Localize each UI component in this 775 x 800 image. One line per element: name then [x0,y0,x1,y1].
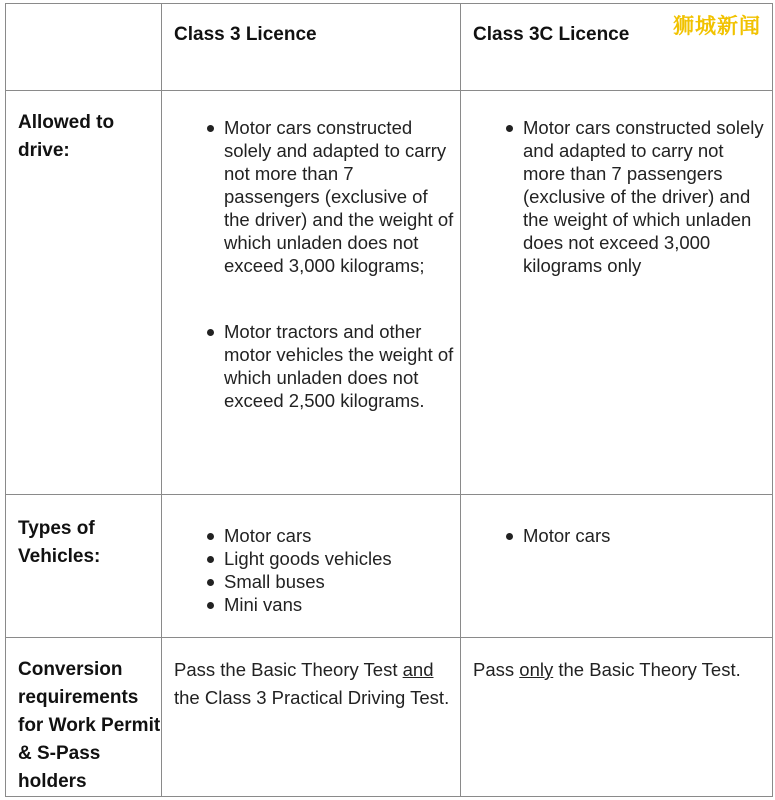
licence-comparison-table [5,3,773,797]
list-item: Small buses [162,570,460,593]
watermark-logo: 狮城新闻 [673,14,761,38]
conversion-text-class3 [162,638,460,712]
cell-class3c-conversion [461,638,773,797]
list-item: Motor cars constructed solely and adapted to carry not more than 7 passengers (exclusive of the driver) and the weight of which unladen does not exceed 3,000 kilograms only [461,116,772,277]
row-allowed-to-drive [6,91,773,495]
row-label-allowed-to-drive: Allowed to drive: [6,91,162,495]
bullet-list [162,91,460,412]
row-label-types-of-vehicles: Types of Vehicles: [6,495,162,638]
underlined-word-and: and [402,659,434,680]
row-label-conversion-requirements: Conversion requirements for Work Permit & S-Pass holders [6,638,162,797]
list-item: Motor cars constructed solely and adapted to carry not more than 7 passengers (exclusive of the driver) and the weight of which unladen does not exceed 3,000 kilograms; [162,116,460,277]
row-conversion-requirements [6,638,773,797]
header-row [6,4,773,91]
header-empty-cell [6,4,162,91]
header-class3-licence: Class 3 Licence [162,4,461,91]
conversion-text-suffix: the Basic Theory Test. [553,659,741,680]
list-item: Motor cars [162,524,460,547]
conversion-text-prefix: Pass [473,659,520,680]
list-item: Light goods vehicles [162,547,460,570]
row-types-of-vehicles [6,495,773,638]
conversion-text-prefix: Pass the Basic Theory Test [174,659,403,680]
list-item: Motor cars [461,524,772,547]
list-item: Mini vans [162,593,460,616]
cell-class3-allowed [162,91,461,495]
cell-class3c-allowed [461,91,773,495]
bullet-list [461,91,772,277]
bullet-list [162,495,460,616]
header-class3c-licence: Class 3C Licence [461,4,773,91]
underlined-word-only: only [519,659,554,680]
cell-class3-types [162,495,461,638]
cell-class3-conversion [162,638,461,797]
bullet-list [461,495,772,547]
list-item: Motor tractors and other motor vehicles the weight of which unladen does not exceed 2,500 kilograms. [162,320,460,412]
conversion-text-class3c [461,638,772,684]
cell-class3c-types [461,495,773,638]
conversion-text-suffix: the Class 3 Practical Driving Test. [174,687,450,708]
